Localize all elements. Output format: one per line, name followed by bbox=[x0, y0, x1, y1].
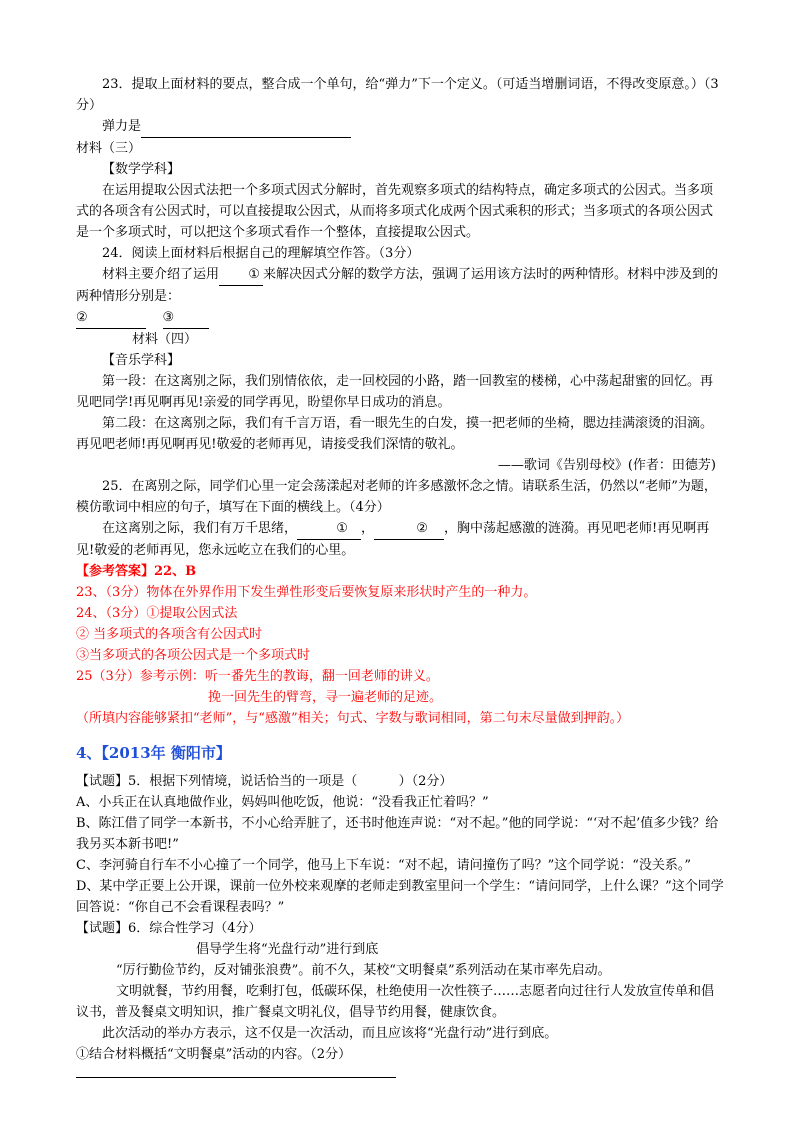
q6-para2: 文明就餐，节约用餐，吃剩打包，低碳环保，杜绝使用一次性筷子……志愿者向过往行人发放宣传单和倡议书，普及餐桌文明知识，推广餐桌文明礼仪，倡导节约用餐，健康饮食。 bbox=[76, 984, 715, 1020]
q6-title: 倡导学生将“光盘行动”进行到底 bbox=[196, 942, 379, 957]
q23-stem: 23．提取上面材料的要点，整合成一个单句，给“弹力”下一个定义。（可适当增删词语，不得改变原意。）（3分） bbox=[76, 77, 719, 113]
document-page bbox=[76, 74, 724, 1078]
material4-para2: 第二段：在这离别之际，我们有千言万语，看一眼先生的白发，摸一把老师的坐椅，腮边挂满滚烫的泪滴。再见吧老师!再见啊再见!敬爱的老师再见，请接受我们深情的敬礼。 bbox=[76, 416, 714, 452]
q5-option-a: A、小兵正在认真地做作业，妈妈叫他吃饭，他说：“没看我正忙着吗？” bbox=[76, 795, 489, 810]
answer-24-1: 24、（3分）①提取公因式法 bbox=[76, 606, 238, 621]
answer-25-2: 挽一回先生的臂弯，寻一遍老师的足迹。 bbox=[208, 690, 443, 705]
q25-line bbox=[76, 518, 724, 561]
material3-title: 材料（三） bbox=[76, 141, 142, 156]
q5-option-d: D、某中学正要上公开课，课前一位外校来观摩的老师走到教室里问一个学生：“请问同学，上什么课？”这个同学回答说：“你自己不会看课程表吗？” bbox=[76, 879, 724, 915]
q25-stem: 25．在离别之际，同学们心里一定会荡漾起对老师的许多感激怀念之情。请联系生活，仍然以“老师”为题，模仿歌词中相应的句子，填写在下面的横线上。（4分） bbox=[76, 479, 717, 515]
q24-line-a: 材料主要介绍了运用 bbox=[102, 267, 220, 282]
q24-blank-2: ② bbox=[76, 307, 146, 329]
q5-option-b: B、陈江借了同学一本新书，不小心给弄脏了，还书时他连声说：“对不起。”他的同学说：“‘对不起’值多少钱？给我另买本新书吧!” bbox=[76, 816, 719, 852]
q24-blanks bbox=[76, 307, 724, 329]
answer-23: 23、（3分）物体在外界作用下发生弹性形变后要恢复原来形状时产生的一种力。 bbox=[76, 585, 537, 600]
material3-body: 在运用提取公因式法把一个多项式因式分解时，首先观察多项式的结构特点，确定多项式的公因式。当多项式的各项含有公因式时，可以直接提取公因式，从而将多项式化成两个因式乘积的形式；当多项式的各项公因式是一个多项式时，可以把这个多项式看作一个整体，直接提取公因式。 bbox=[76, 183, 714, 240]
q24-line bbox=[76, 264, 724, 307]
q23-answer-lead: 弹力是 bbox=[102, 119, 142, 134]
q6-answer-line bbox=[76, 1065, 396, 1078]
q25-line-b: ，胸中荡起感激的涟漪。再见吧老师!再见啊再见!敬爱的老师再见，您永远屹立在我们的心里。 bbox=[76, 521, 710, 558]
q24-blank-1: ① bbox=[219, 264, 263, 286]
material4-para1: 第一段：在这离别之际，我们别情依依，走一回校园的小路，踏一回教室的楼梯，心中荡起甜蜜的回忆。再见吧同学!再见啊再见!亲爱的同学再见，盼望你早日成功的消息。 bbox=[76, 374, 714, 410]
q25-line-a: 在这离别之际，我们有万千思绪， bbox=[102, 521, 298, 536]
answer-25-1: 25（3分）参考示例：听一番先生的教诲，翻一回老师的讲义。 bbox=[76, 669, 439, 684]
q24-blank-3: ③ bbox=[163, 307, 209, 329]
q23-answer-line bbox=[76, 116, 724, 138]
material3-subject: 【数学学科】 bbox=[102, 162, 181, 177]
q6-sub1: ①结合材料概括“文明餐桌”活动的内容。（2分） bbox=[76, 1047, 352, 1062]
q5-option-c: C、李河骑自行车不小心撞了一个同学，他马上下车说：“对不起，请问撞伤了吗？”这个同学说：“没关系。” bbox=[76, 858, 692, 873]
q6-stem: 【试题】6．综合性学习（4分） bbox=[76, 921, 262, 936]
answer-24-2: ② 当多项式的各项含有公因式时 bbox=[76, 627, 263, 642]
q5-stem: 【试题】5．根据下列情境，说话恰当的一项是（ ）（2分） bbox=[76, 774, 453, 789]
q6-para3: 此次活动的举办方表示，这不仅是一次活动，而且应该将“光盘行动”进行到底。 bbox=[102, 1026, 558, 1041]
material4-subject: 【音乐学科】 bbox=[102, 353, 181, 368]
q25-sep: ， bbox=[361, 521, 375, 536]
q24-stem: 24．阅读上面材料后根据自己的理解填空作答。（3分） bbox=[102, 246, 420, 261]
q6-para1: “厉行勤俭节约，反对铺张浪费”。前不久，某校“文明餐桌”系列活动在某市率先启动。 bbox=[116, 963, 611, 978]
answers-label: 【参考答案】22、B bbox=[76, 564, 197, 579]
answer-24-3: ③当多项式的各项公因式是一个多项式时 bbox=[76, 648, 311, 663]
q25-blank-2: ② bbox=[374, 518, 444, 540]
answer-25-note: （所填内容能够紧扣“老师”，与“感激”相关；句式、字数与歌词相同，第二句末尽量做到押韵。） bbox=[76, 711, 630, 726]
material4-title: 材料（四） bbox=[132, 332, 198, 347]
q25-blank-1: ① bbox=[297, 518, 361, 540]
q24-line-b: 来解决因式分解的数学方法，强调了运用该方法时的两种情形。材料中涉及到的两种情形分别是： bbox=[76, 267, 719, 304]
q23-blank bbox=[141, 116, 351, 138]
material4-source: ——歌词《告别母校》(作者：田德芳) bbox=[497, 458, 716, 473]
section-heading: 4、【2013年 衡阳市】 bbox=[76, 744, 231, 762]
